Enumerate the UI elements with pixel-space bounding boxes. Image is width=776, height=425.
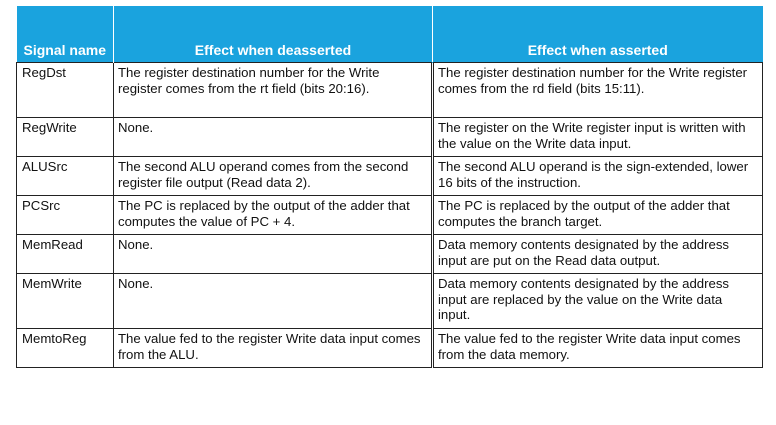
- deasserted-cell: None.: [114, 235, 433, 274]
- table-row: [17, 63, 763, 118]
- signal-cell: MemtoReg: [17, 329, 114, 368]
- signal-cell: PCSrc: [17, 196, 114, 235]
- header-signal-name: Signal name: [17, 6, 114, 63]
- signal-cell: MemWrite: [17, 274, 114, 329]
- asserted-cell: The second ALU operand is the sign-extended, lower 16 bits of the instruction.: [433, 157, 763, 196]
- deasserted-cell: The PC is replaced by the output of the adder that computes the value of PC + 4.: [114, 196, 433, 235]
- asserted-cell: The value fed to the register Write data input comes from the data memory.: [433, 329, 763, 368]
- header-row: [17, 6, 763, 63]
- table-body: [17, 63, 763, 368]
- deasserted-cell: The second ALU operand comes from the second register file output (Read data 2).: [114, 157, 433, 196]
- control-signal-table-container: [16, 6, 762, 368]
- signal-cell: ALUSrc: [17, 157, 114, 196]
- header-effect-asserted: Effect when asserted: [433, 6, 763, 63]
- header-effect-deasserted: Effect when deasserted: [114, 6, 433, 63]
- deasserted-cell: None.: [114, 118, 433, 157]
- table-header: [17, 6, 763, 63]
- asserted-cell: The register on the Write register input is written with the value on the Write data input.: [433, 118, 763, 157]
- table-row: [17, 274, 763, 329]
- deasserted-cell: The register destination number for the Write register comes from the rt field (bits 20:16).: [114, 63, 433, 118]
- deasserted-cell: The value fed to the register Write data input comes from the ALU.: [114, 329, 433, 368]
- signal-cell: RegWrite: [17, 118, 114, 157]
- table-row: [17, 196, 763, 235]
- asserted-cell: Data memory contents designated by the address input are replaced by the value on the Write data input.: [433, 274, 763, 329]
- control-signal-table: [16, 6, 763, 368]
- table-row: [17, 118, 763, 157]
- asserted-cell: The PC is replaced by the output of the adder that computes the branch target.: [433, 196, 763, 235]
- table-row: [17, 235, 763, 274]
- signal-cell: RegDst: [17, 63, 114, 118]
- asserted-cell: Data memory contents designated by the address input are put on the Read data output.: [433, 235, 763, 274]
- table-row: [17, 329, 763, 368]
- signal-cell: MemRead: [17, 235, 114, 274]
- table-row: [17, 157, 763, 196]
- deasserted-cell: None.: [114, 274, 433, 329]
- asserted-cell: The register destination number for the Write register comes from the rd field (bits 15:11).: [433, 63, 763, 118]
